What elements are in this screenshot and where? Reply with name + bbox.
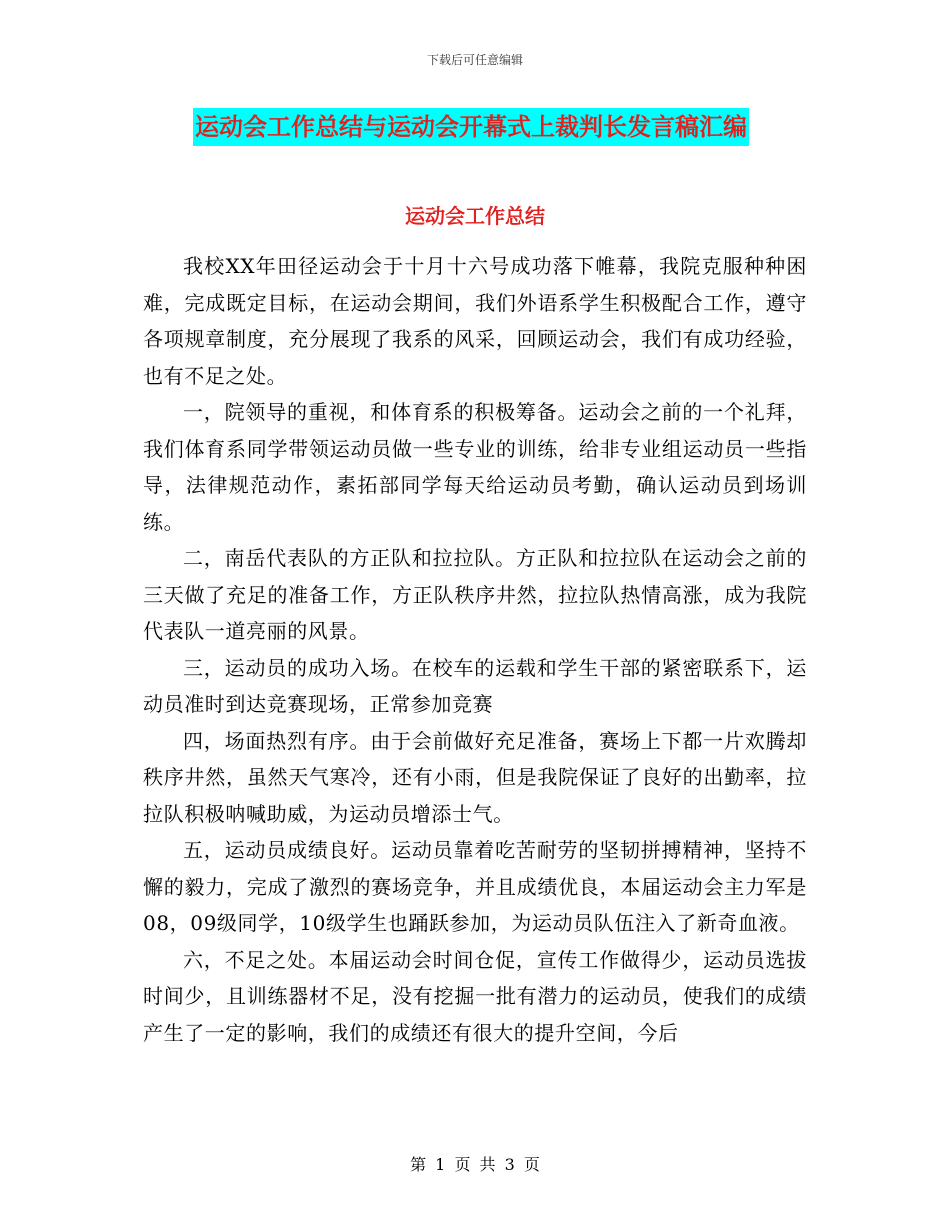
document-body (143, 248, 807, 1051)
page-number-footer: 第 1 页 共 3 页 (410, 1155, 540, 1174)
document-title: 运动会工作总结与运动会开幕式上裁判长发言稿汇编 (193, 108, 749, 146)
paragraph-point-1: 一，院领导的重视，和体育系的积极筹备。运动会之前的一个礼拜，我们体育系同学带领运动员做一些专业的训练，给非专业组运动员一些指导，法律规范动作，素拓部同学每天给运动员考勤，确认运动员到场训练。 (143, 400, 807, 534)
document-title-container (193, 108, 803, 146)
page-header-note: 下载后可任意编辑 (426, 53, 523, 67)
paragraph-point-3: 三，运动员的成功入场。在校车的运载和学生干部的紧密联系下，运动员准时到达竞赛现场，正常参加竞赛 (143, 655, 807, 716)
paragraph-point-6: 六，不足之处。本届运动会时间仓促，宣传工作做得少，运动员选拔时间少，且训练器材不足，没有挖掘一批有潜力的运动员，使我们的成绩产生了一定的影响，我们的成绩还有很大的提升空间，今后 (143, 947, 807, 1045)
paragraph-point-4: 四，场面热烈有序。由于会前做好充足准备，赛场上下都一片欢腾却秩序井然，虽然天气寒冷，还有小雨，但是我院保证了良好的出勤率，拉拉队积极呐喊助威，为运动员增添士气。 (143, 728, 807, 826)
paragraph-point-5: 五，运动员成绩良好。运动员靠着吃苦耐劳的坚韧拼搏精神，坚持不懈的毅力，完成了激烈的赛场竞争，并且成绩优良，本届运动会主力军是08，09级同学，10级学生也踊跃参加，为运动员队伍注入了新奇血液。 (143, 838, 807, 935)
paragraph-intro: 我校XX年田径运动会于十月十六号成功落下帷幕，我院克服种种困难，完成既定目标，在运动会期间，我们外语系学生积极配合工作，遵守各项规章制度，充分展现了我系的风采，回顾运动会，我们有成功经验，也有不足之处。 (143, 254, 807, 388)
section-title: 运动会工作总结 (405, 204, 545, 228)
paragraph-point-2: 二，南岳代表队的方正队和拉拉队。方正队和拉拉队在运动会之前的三天做了充足的准备工作，方正队秩序井然，拉拉队热情高涨，成为我院代表队一道亮丽的风景。 (143, 546, 807, 643)
